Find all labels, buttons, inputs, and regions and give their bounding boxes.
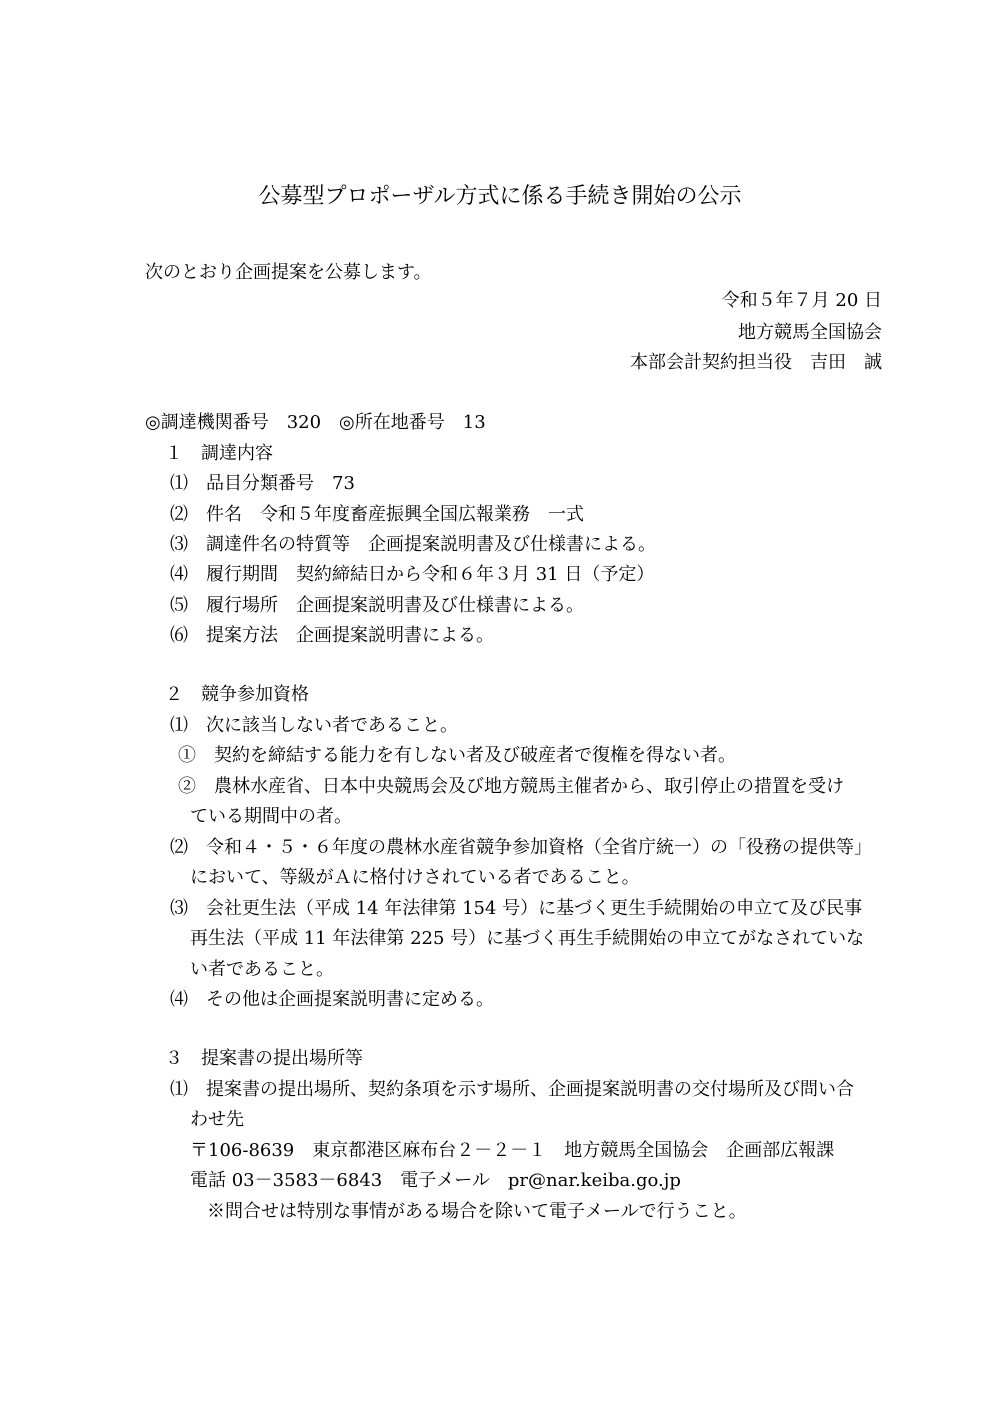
section2-line: において、等級がＡに格付けされている者であること。 <box>190 867 640 888</box>
document-title: 公募型プロポーザル方式に係る手続き開始の公示 <box>258 184 742 209</box>
section1-item: ⑵ 件名 令和５年度畜産振興全国広報業務 一式 <box>170 504 584 525</box>
section1-item: ⑹ 提案方法 企画提案説明書による。 <box>170 625 494 646</box>
contact-phone-email: 電話 03－3583－6843 電子メール pr@nar.keiba.go.jp <box>190 1170 681 1191</box>
section1-item: ⑴ 品目分類番号 73 <box>170 473 355 494</box>
section2-line: い者であること。 <box>190 959 334 980</box>
section3-line: ⑴ 提案書の提出場所、契約条項を示す場所、企画提案説明書の交付場所及び問い合 <box>170 1079 854 1100</box>
section1-item: ⑸ 履行場所 企画提案説明書及び仕様書による。 <box>170 595 584 616</box>
section1-item: ⑷ 履行期間 契約締結日から令和６年３月 31 日（予定） <box>170 564 655 585</box>
section2-line: ⑴ 次に該当しない者であること。 <box>170 715 458 736</box>
section2-line: ① 契約を締結する能力を有しない者及び破産者で復権を得ない者。 <box>178 745 736 766</box>
section2-line: ている期間中の者。 <box>190 806 352 827</box>
issuer-person: 本部会計契約担当役 吉田 誠 <box>630 352 882 373</box>
section3-heading: ３ 提案書の提出場所等 <box>165 1048 363 1069</box>
section2-line: ⑶ 会社更生法（平成 14 年法律第 154 号）に基づく更生手続開始の申立て及び民事 <box>170 898 863 919</box>
section1-item: ⑶ 調達件名の特質等 企画提案説明書及び仕様書による。 <box>170 534 656 555</box>
contact-note: ※問合せは特別な事情がある場合を除いて電子メールで行うこと。 <box>207 1201 747 1222</box>
section2-line: ② 農林水産省、日本中央競馬会及び地方競馬主催者から、取引停止の措置を受け <box>178 776 844 797</box>
contact-address: 〒106-8639 東京都港区麻布台２－２－１ 地方競馬全国協会 企画部広報課 <box>190 1140 835 1161</box>
section2-line: 再生法（平成 11 年法律第 225 号）に基づく再生手続開始の申立てがなされていな <box>190 928 865 949</box>
section2-line: ⑷ その他は企画提案説明書に定める。 <box>170 989 494 1010</box>
issuer-organization: 地方競馬全国協会 <box>738 322 882 343</box>
section2-heading: ２ 競争参加資格 <box>165 684 309 705</box>
section3-line: わせ先 <box>190 1109 244 1130</box>
section1-heading: １ 調達内容 <box>165 443 273 464</box>
intro-text: 次のとおり企画提案を公募します。 <box>145 262 432 283</box>
procurement-codes: ◎調達機関番号 320 ◎所在地番号 13 <box>145 412 486 433</box>
issue-date: 令和５年７月 20 日 <box>721 290 882 311</box>
section2-line: ⑵ 令和４・５・６年度の農林水産省競争参加資格（全省庁統一）の「役務の提供等」 <box>170 837 872 858</box>
